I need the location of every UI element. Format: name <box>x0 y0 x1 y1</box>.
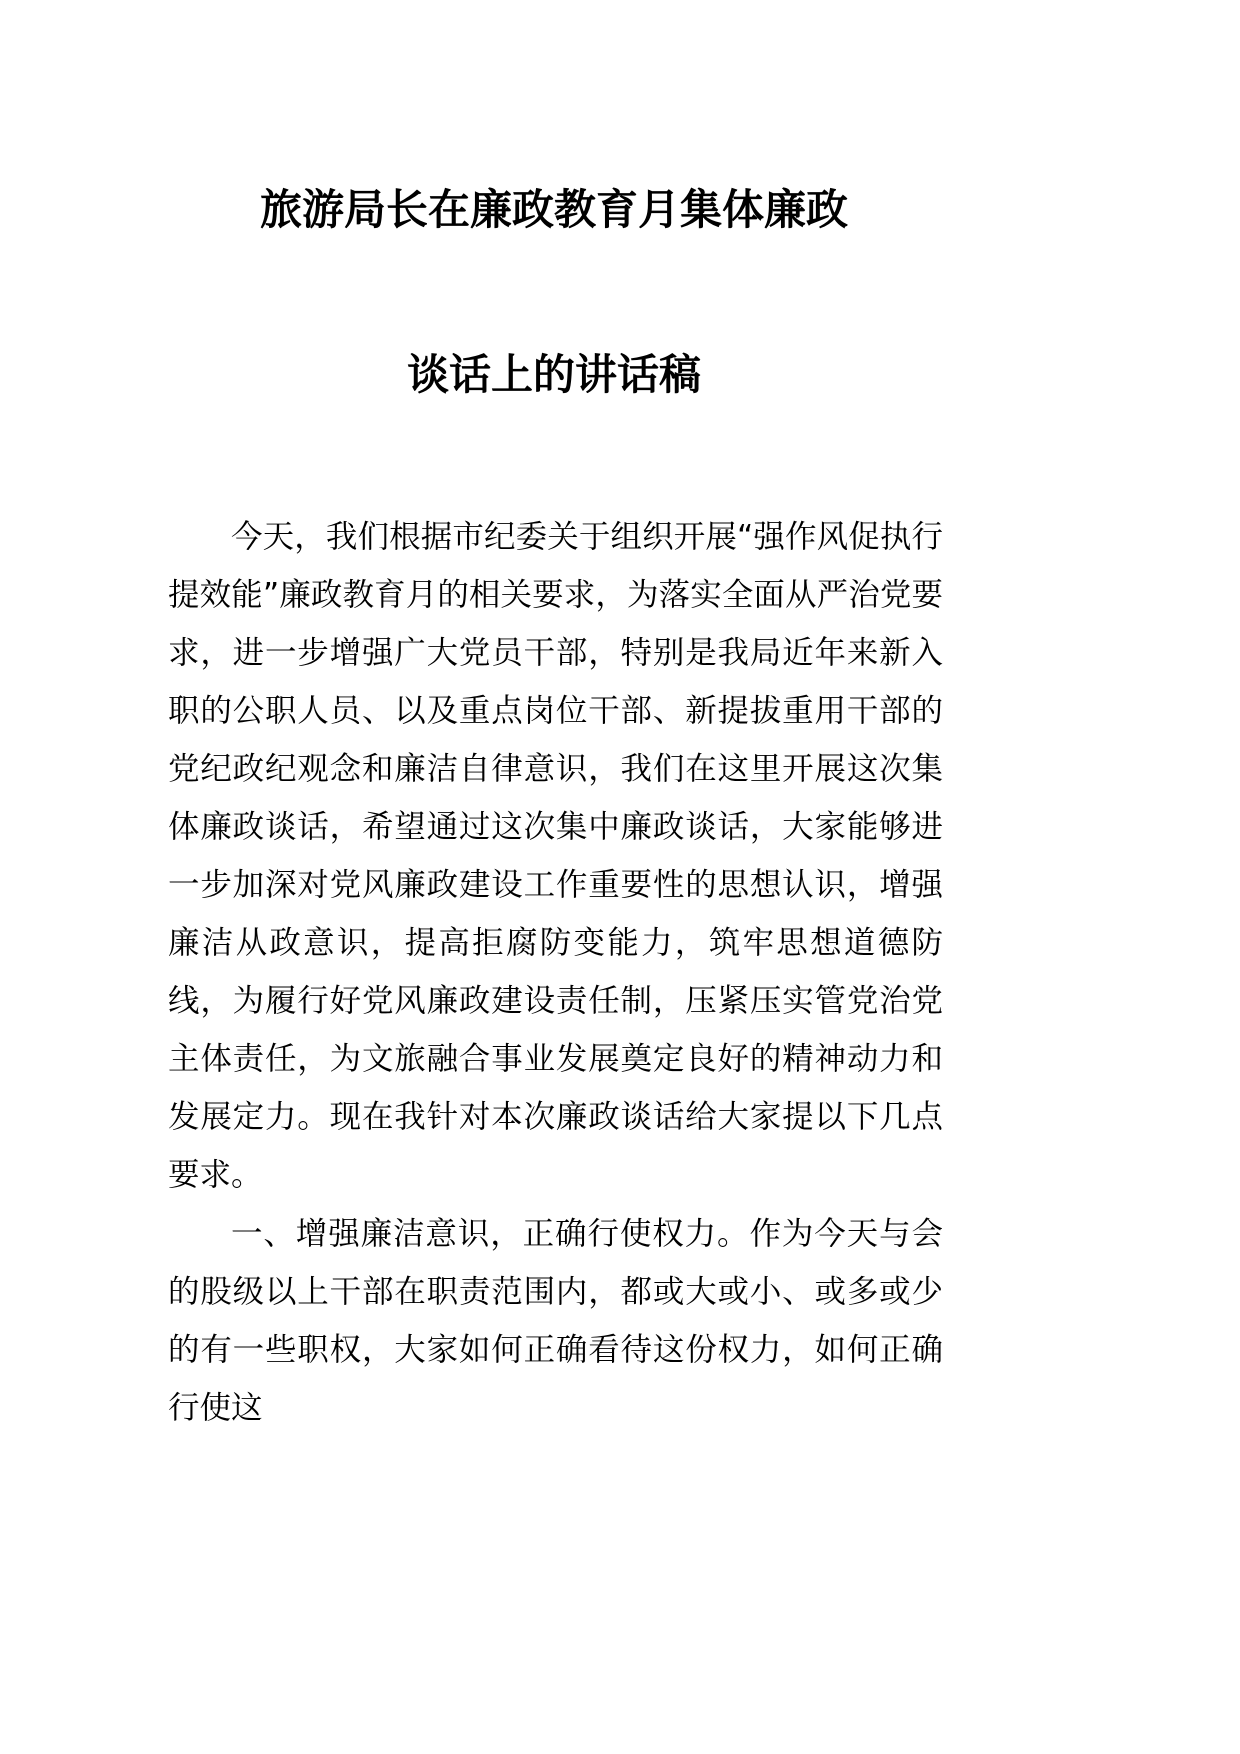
paragraph-section-1: 一、增强廉洁意识，正确行使权力。作为今天与会的股级以上干部在职责范围内，都或大或小、或多或少的有一些职权，大家如何正确看待这份权力，如何正确行使这 <box>168 1216 943 1426</box>
document-title-line-2: 谈话上的讲话稿 <box>406 350 701 399</box>
document-title-line-1: 旅游局长在廉政教育月集体廉政 <box>259 185 848 234</box>
paragraph-intro: 今天，我们根据市纪委关于组织开展“强作风促执行提效能”廉政教育月的相关要求，为落实全面从严治党要求，进一步增强广大党员干部，特别是我局近年来新入职的公职人员、以及重点岗位干部、新提拔重用干部的党纪政纪观念和廉洁自律意识，我们在这里开展这次集体廉政谈话，希望通过这次集中廉政谈话，大家能够进一步加深对党风廉政建设工作重要性的思想认识，增强廉洁从政意识，提高拒腐防变能力，筑牢思想道德防线，为履行好党风廉政建设责任制，压紧压实管党治党主体责任，为文旅融合事业发展奠定良好的精神动力和发展定力。现在我针对本次廉政谈话给大家提以下几点要求。 <box>168 519 943 1193</box>
